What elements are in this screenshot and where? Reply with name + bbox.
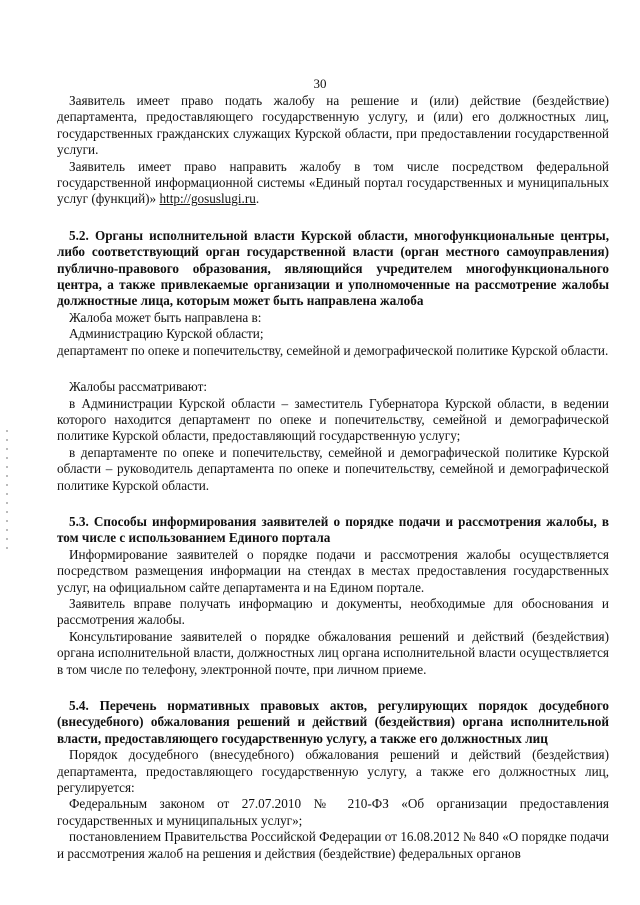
intro-paragraph-1: Заявитель имеет право подать жалобу на решение и (или) действие (бездействие) департамента, предоставляющего государственную услугу, и (или) его должностных лиц, государственных гражданских служащих Курской области, при предоставлении государственной услуги. bbox=[57, 93, 609, 158]
section-5-4-paragraph: постановлением Правительства Российской Федерации от 16.08.2012 № 840 «О порядке подачи и рассмотрения жалоб на решения и действия (бездействие) федеральных органов bbox=[57, 829, 609, 861]
gosuslugi-link[interactable]: http://gosuslugi.ru bbox=[159, 191, 256, 207]
section-5-2-paragraph: Администрацию Курской области; bbox=[69, 326, 264, 342]
page-number: 30 bbox=[313, 76, 327, 91]
link-suffix: . bbox=[255, 191, 260, 207]
section-5-3-paragraph: Информирование заявителей о порядке подачи и рассмотрения жалобы осуществляется посредством размещения информации на стендах в местах предоставления государственных услуг, на официальном сайте департамента и на Едином портале. bbox=[57, 546, 609, 595]
section-5-4-paragraph: Порядок досудебного (внесудебного) обжалования решений и действий (бездействия) департамента, предоставляющего государственную услугу, а также его должностных лиц, регулируется: bbox=[57, 747, 609, 796]
section-5-2-heading: 5.2. Органы исполнительной власти Курской области, многофункциональные центры, либо соответствующий орган государственной власти (орган местного самоуправления) публично-правового образования, являющийся учредителем многофункционального центра, а также привлекаемые организации и уполномоченные на рассмотрение жалобы должностные лица, которым может быть направлена жалоба bbox=[57, 227, 609, 309]
section-5-3-paragraph: Консультирование заявителей о порядке обжалования решений и действий (бездействия) органа исполнительной власти, должностных лиц органа исполнительной власти осуществляется в том числе по телефону, электронной почте, при личном приеме. bbox=[57, 628, 609, 677]
section-5-3-paragraph: Заявитель вправе получать информацию и документы, необходимые для обоснования и рассмотрения жалобы. bbox=[57, 595, 609, 628]
document-body bbox=[57, 93, 609, 862]
section-5-2-paragraph: Жалобы рассматривают: bbox=[69, 379, 208, 395]
intro-paragraph-2 bbox=[57, 159, 609, 208]
intro-paragraph-2-text: Заявитель имеет право направить жалобу в том числе посредством федеральной государственной информационной системы «Единый портал государственных и муниципальных услуг (функций)» bbox=[57, 158, 609, 207]
section-5-4-heading: 5.4. Перечень нормативных правовых актов, регулирующих порядок досудебного (внесудебного) обжалования решений и действий (бездействия) органа исполнительной власти, предоставляющего государственную услугу, а также его должностных лиц bbox=[57, 698, 609, 746]
section-5-2-paragraph: в департаменте по опеке и попечительству, семейной и демографической политике Курской области – руководитель департамента по опеке и попечительству, семейной и демографической политике Курской области. bbox=[57, 444, 609, 493]
section-5-2-paragraph: в Администрации Курской области – заместитель Губернатора Курской области, в ведении которого находится департамент по опеке и попечительству, семейной и демографической политике Курской области, предоставляющий государственную услугу; bbox=[57, 395, 609, 444]
section-5-4-paragraph: Федеральным законом от 27.07.2010 № 210-ФЗ «Об организации предоставления государственных и муниципальных услуг»; bbox=[57, 796, 609, 828]
scan-margin-marks bbox=[6, 430, 8, 550]
section-5-2-paragraph: департамент по опеке и попечительству, семейной и демографической политике Курской области. bbox=[57, 342, 609, 358]
section-5-2-paragraph: Жалоба может быть направлена в: bbox=[69, 309, 262, 325]
section-5-3-heading: 5.3. Способы информирования заявителей о порядке подачи и рассмотрения жалобы, в том числе с использованием Единого портала bbox=[57, 513, 609, 546]
